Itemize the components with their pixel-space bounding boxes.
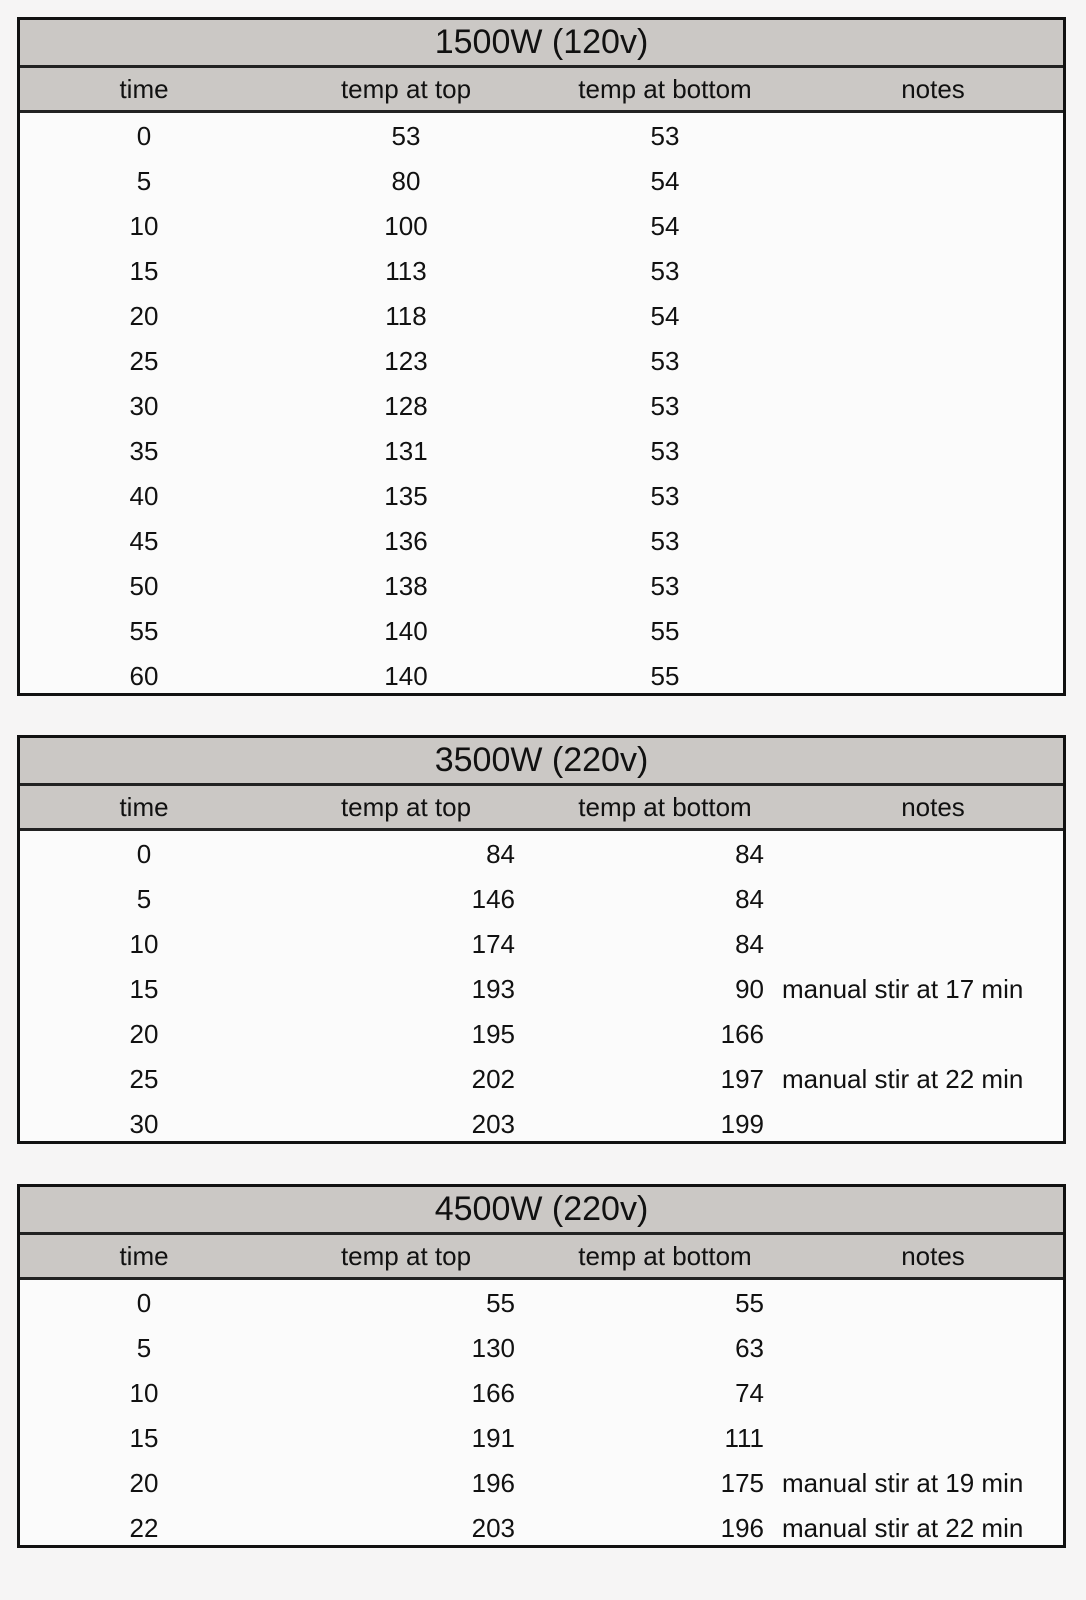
cell-temp-top: 203: [471, 1513, 515, 1543]
table-row: [20, 563, 1063, 608]
header-temp-top: temp at top: [340, 792, 472, 822]
table-header: [20, 1235, 1063, 1280]
cell-temp-bottom: 53: [650, 256, 680, 286]
header-notes: notes: [901, 1241, 965, 1271]
table-row: [20, 428, 1063, 473]
table-row: [20, 1415, 1063, 1460]
cell-notes: manual stir at 19 min: [782, 1468, 1024, 1498]
cell-time: 20: [129, 1019, 159, 1049]
cell-time: 5: [136, 166, 152, 196]
table-row: [20, 831, 1063, 876]
cell-temp-bottom: 196: [720, 1513, 764, 1543]
cell-time: 20: [129, 1468, 159, 1498]
cell-temp-bottom: 84: [735, 929, 764, 959]
cell-temp-bottom: 55: [650, 616, 680, 646]
header-time: time: [119, 1241, 169, 1271]
cell-temp-bottom: 84: [735, 884, 764, 914]
cell-temp-bottom: 53: [650, 526, 680, 556]
cell-temp-bottom: 53: [650, 391, 680, 421]
cell-temp-top: 195: [471, 1019, 515, 1049]
table-row: [20, 653, 1063, 693]
cell-time: 50: [129, 571, 159, 601]
table-4500w: [17, 1184, 1066, 1548]
cell-time: 25: [129, 346, 159, 376]
cell-temp-bottom: 53: [650, 436, 680, 466]
table-row: [20, 113, 1063, 158]
table-row: [20, 203, 1063, 248]
cell-temp-top: 118: [385, 301, 427, 331]
cell-temp-bottom: 197: [720, 1064, 764, 1094]
cell-time: 40: [129, 481, 159, 511]
header-time: time: [119, 74, 169, 104]
table-row: [20, 608, 1063, 653]
table-header: [20, 68, 1063, 113]
cell-time: 5: [136, 1333, 152, 1363]
table-3500w: [17, 735, 1066, 1144]
cell-time: 15: [129, 256, 159, 286]
cell-temp-bottom: 84: [735, 839, 764, 869]
header-time: time: [119, 792, 169, 822]
table-row: [20, 383, 1063, 428]
cell-temp-top: 80: [391, 166, 421, 196]
table-header: [20, 786, 1063, 831]
cell-temp-top: 174: [471, 929, 515, 959]
cell-temp-bottom: 54: [650, 301, 680, 331]
cell-notes: manual stir at 22 min: [782, 1064, 1024, 1094]
cell-temp-bottom: 55: [735, 1288, 764, 1318]
header-temp-bottom: temp at bottom: [578, 74, 752, 104]
table-body: [20, 831, 1063, 1141]
table-row: [20, 1011, 1063, 1056]
header-notes: notes: [901, 792, 965, 822]
table-title: 1500W (120v): [20, 20, 1063, 68]
cell-time: 0: [136, 839, 152, 869]
cell-temp-top: 193: [471, 974, 515, 1004]
table-body: [20, 113, 1063, 693]
cell-temp-top: 166: [471, 1378, 515, 1408]
header-temp-bottom: temp at bottom: [578, 1241, 752, 1271]
table-title: 3500W (220v): [20, 738, 1063, 786]
table-row: [20, 1280, 1063, 1325]
cell-time: 25: [129, 1064, 159, 1094]
cell-temp-top: 146: [471, 884, 515, 914]
cell-temp-top: 191: [471, 1423, 515, 1453]
cell-time: 15: [129, 1423, 159, 1453]
cell-temp-bottom: 199: [720, 1109, 764, 1139]
header-temp-bottom: temp at bottom: [578, 792, 752, 822]
cell-temp-top: 202: [471, 1064, 515, 1094]
cell-temp-bottom: 166: [720, 1019, 764, 1049]
cell-time: 0: [136, 121, 152, 151]
cell-temp-bottom: 53: [650, 121, 680, 151]
cell-time: 15: [129, 974, 159, 1004]
cell-notes: manual stir at 22 min: [782, 1513, 1024, 1543]
cell-temp-top: 135: [384, 481, 428, 511]
table-row: [20, 473, 1063, 518]
cell-temp-top: 55: [486, 1288, 515, 1318]
cell-time: 10: [129, 929, 159, 959]
cell-temp-top: 84: [486, 839, 515, 869]
table-row: [20, 1056, 1063, 1101]
cell-time: 10: [129, 1378, 159, 1408]
cell-temp-top: 130: [471, 1333, 515, 1363]
cell-temp-top: 128: [384, 391, 428, 421]
cell-time: 45: [129, 526, 159, 556]
table-row: [20, 518, 1063, 563]
table-row: [20, 1325, 1063, 1370]
table-1500w: [17, 17, 1066, 696]
cell-notes: manual stir at 17 min: [782, 974, 1024, 1004]
cell-temp-top: 100: [384, 211, 428, 241]
table-body: [20, 1280, 1063, 1545]
cell-time: 30: [129, 1109, 159, 1139]
table-row: [20, 338, 1063, 383]
cell-temp-bottom: 63: [735, 1333, 764, 1363]
header-notes: notes: [901, 74, 965, 104]
cell-time: 22: [129, 1513, 159, 1543]
table-row: [20, 1460, 1063, 1505]
table-row: [20, 1101, 1063, 1141]
table-row: [20, 921, 1063, 966]
cell-temp-top: 113: [385, 256, 427, 286]
cell-temp-top: 196: [471, 1468, 515, 1498]
cell-temp-top: 140: [384, 616, 428, 646]
cell-temp-bottom: 54: [650, 211, 680, 241]
cell-temp-top: 53: [391, 121, 421, 151]
cell-time: 10: [129, 211, 159, 241]
cell-temp-bottom: 90: [735, 974, 764, 1004]
cell-time: 0: [136, 1288, 152, 1318]
cell-temp-top: 131: [384, 436, 428, 466]
cell-temp-bottom: 54: [650, 166, 680, 196]
table-row: [20, 1505, 1063, 1545]
table-row: [20, 293, 1063, 338]
cell-temp-bottom: 111: [724, 1423, 764, 1453]
table-title: 4500W (220v): [20, 1187, 1063, 1235]
header-temp-top: temp at top: [340, 1241, 472, 1271]
cell-time: 60: [129, 661, 159, 691]
cell-temp-top: 136: [384, 526, 428, 556]
table-row: [20, 158, 1063, 203]
cell-temp-top: 138: [384, 571, 428, 601]
cell-time: 35: [129, 436, 159, 466]
cell-time: 20: [129, 301, 159, 331]
cell-temp-bottom: 53: [650, 481, 680, 511]
cell-temp-top: 123: [384, 346, 428, 376]
cell-temp-bottom: 53: [650, 571, 680, 601]
cell-temp-top: 140: [384, 661, 428, 691]
cell-temp-bottom: 74: [735, 1378, 764, 1408]
cell-temp-bottom: 175: [720, 1468, 764, 1498]
cell-time: 5: [136, 884, 152, 914]
table-row: [20, 966, 1063, 1011]
cell-temp-bottom: 55: [650, 661, 680, 691]
cell-time: 30: [129, 391, 159, 421]
cell-temp-bottom: 53: [650, 346, 680, 376]
header-temp-top: temp at top: [340, 74, 472, 104]
table-row: [20, 248, 1063, 293]
cell-temp-top: 203: [471, 1109, 515, 1139]
table-row: [20, 876, 1063, 921]
table-row: [20, 1370, 1063, 1415]
cell-time: 55: [129, 616, 159, 646]
